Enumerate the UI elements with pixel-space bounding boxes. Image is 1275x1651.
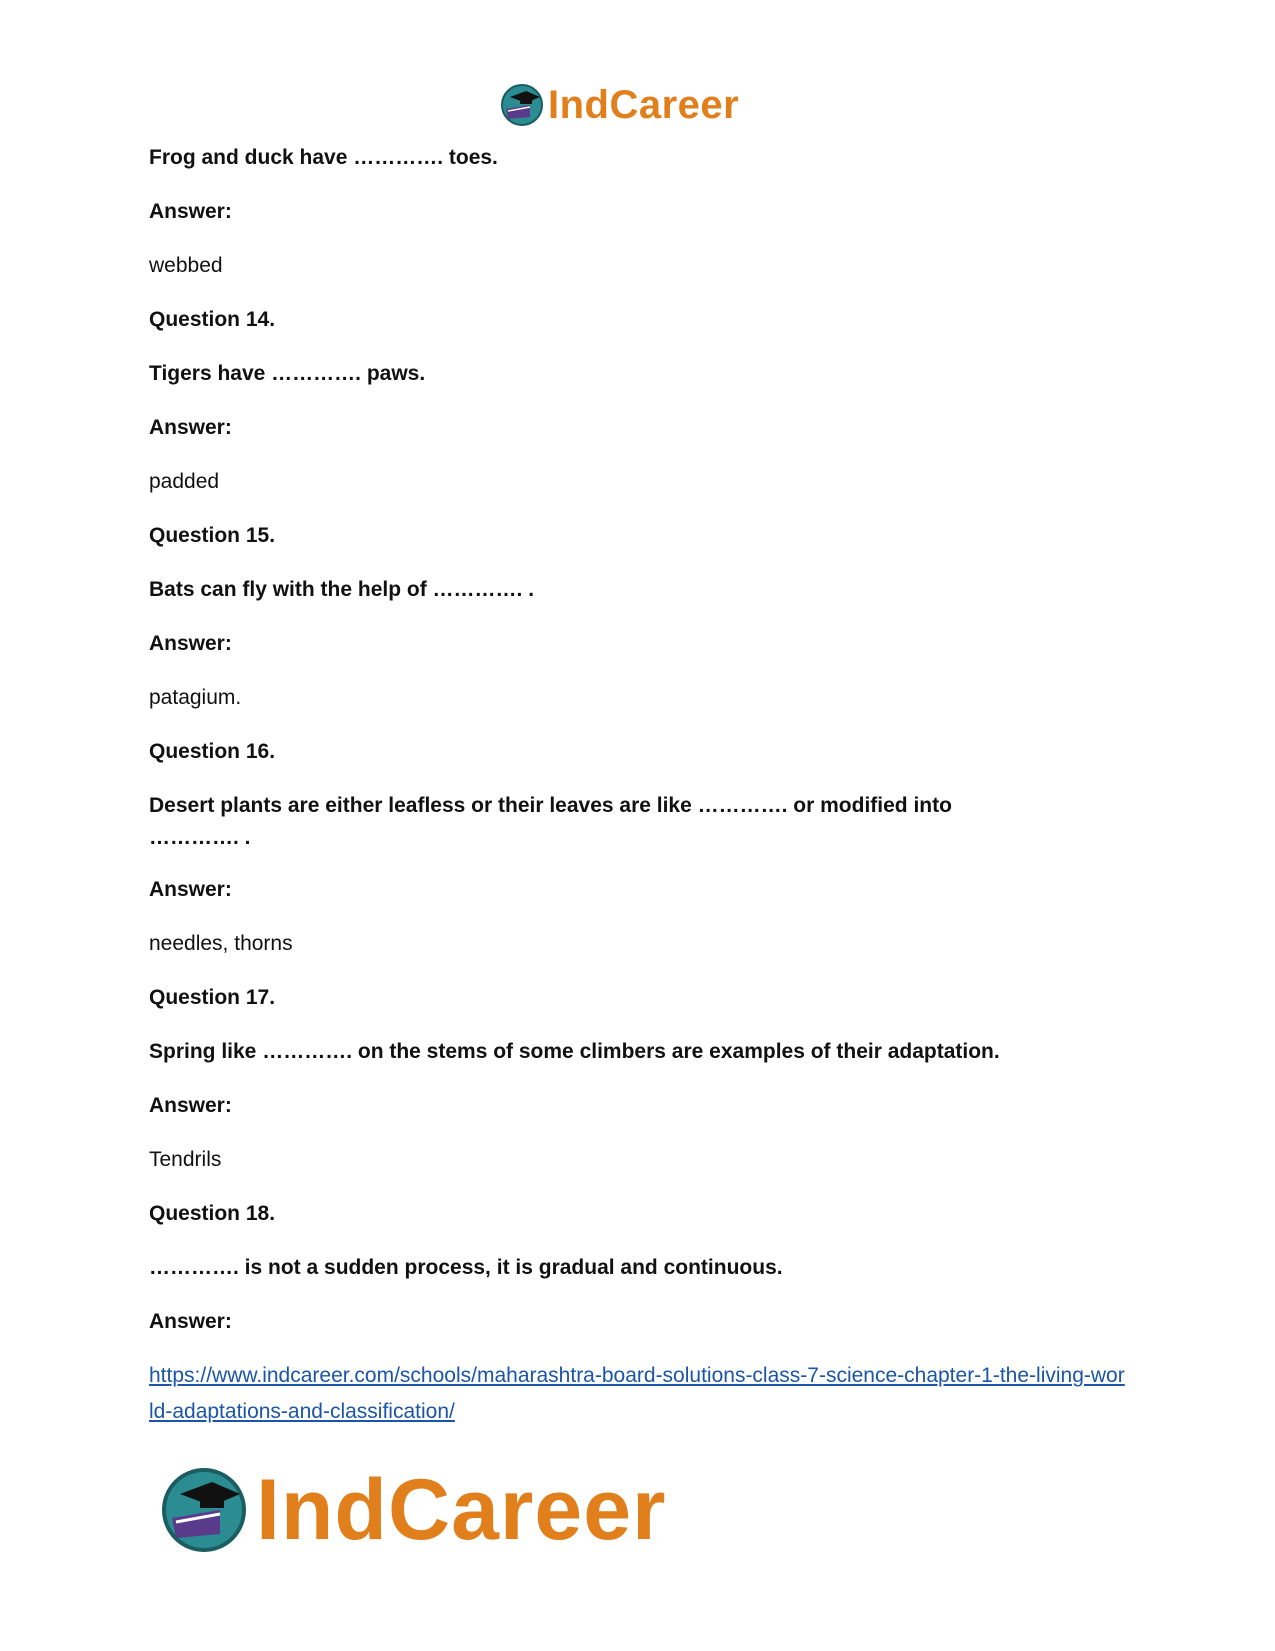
answer-label: Answer: [149, 200, 232, 223]
question-number: Question 17. [149, 986, 276, 1009]
answer-text: padded [149, 470, 220, 493]
question-text: Frog and duck have …………. toes. [149, 146, 498, 169]
question-text: Tigers have …………. paws. [149, 362, 426, 385]
answer-text: Tendrils [149, 1148, 222, 1171]
graduation-book-globe-icon [160, 1466, 248, 1554]
answer-text: patagium. [149, 686, 242, 709]
question-text-continued: …………. . [149, 826, 251, 849]
question-number: Question 18. [149, 1202, 276, 1225]
answer-text: needles, thorns [149, 932, 293, 955]
question-number: Question 15. [149, 524, 276, 547]
question-text: Bats can fly with the help of …………. . [149, 578, 535, 601]
answer-label: Answer: [149, 878, 232, 901]
footer-logo-text: IndCareer [256, 1461, 667, 1558]
answer-label: Answer: [149, 416, 232, 439]
header-logo [500, 80, 739, 130]
answer-text: webbed [149, 254, 223, 277]
question-text: Desert plants are either leafless or their leaves are like …………. or modified into [149, 794, 952, 817]
question-text: Spring like …………. on the stems of some climbers are examples of their adaptation. [149, 1040, 1000, 1063]
question-number: Question 16. [149, 740, 276, 763]
graduation-book-globe-icon [500, 83, 544, 127]
question-number: Question 14. [149, 308, 276, 331]
question-text: …………. is not a sudden process, it is gradual and continuous. [149, 1256, 783, 1279]
footer-logo [160, 1460, 667, 1560]
answer-label: Answer: [149, 632, 232, 655]
source-link[interactable]: https://www.indcareer.com/schools/maharashtra-board-solutions-class-7-science-chapter-1-the-living-world-adaptations-and-classification/ [149, 1364, 1125, 1423]
answer-label: Answer: [149, 1310, 232, 1333]
header-logo-text: IndCareer [548, 82, 740, 127]
answer-label: Answer: [149, 1094, 232, 1117]
